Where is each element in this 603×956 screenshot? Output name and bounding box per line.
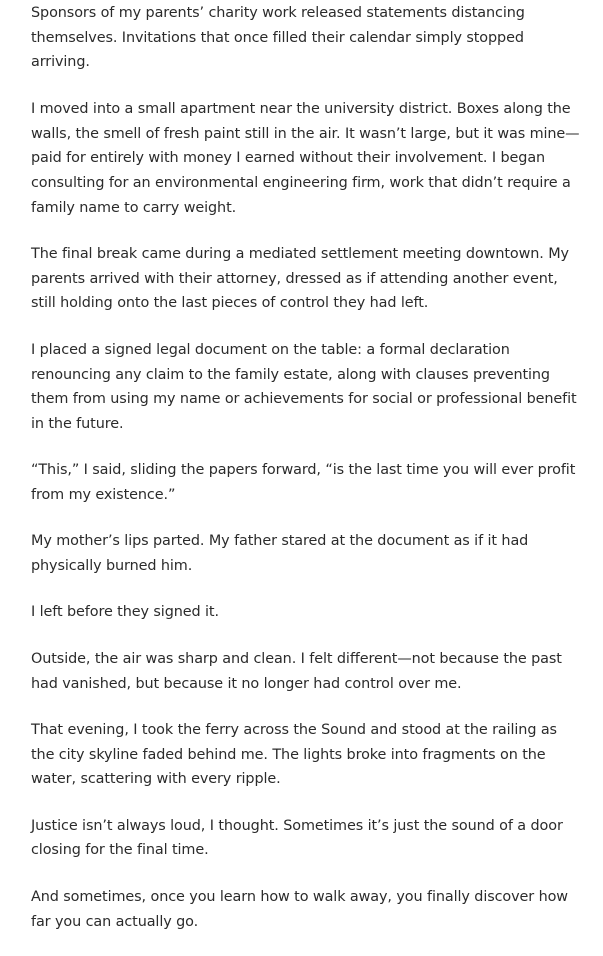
paragraph-legal-document: I placed a signed legal document on the table: a formal declaration renouncing any claim to the family estate, along with clauses preventing them from using my name or achievements for social or professional benefit in the future. [31, 341, 577, 432]
paragraph-apartment: I moved into a small apartment near the university district. Boxes along the walls, the smell of fresh paint still in the air. It wasn’t large, but it was mine—paid for entirely with money I earned without their involvement. I began consulting for an environmental engineering firm, work that didn’t require a family name to carry weight. [31, 100, 580, 216]
paragraph-parents-reaction: My mother’s lips parted. My father stared at the document as if it had physically burned him. [31, 533, 529, 575]
paragraph-sponsors: Sponsors of my parents’ charity work released statements distancing themselves. Invitations that once filled their calendar simply stopped arriving. [31, 5, 525, 71]
paragraph-left: I left before they signed it. [31, 604, 219, 621]
paragraph-walk-away: And sometimes, once you learn how to walk away, you finally discover how far you can actually go. [31, 888, 568, 930]
article-body [31, 0, 583, 956]
paragraph-outside: Outside, the air was sharp and clean. I felt different—not because the past had vanished, but because it no longer had control over me. [31, 650, 562, 692]
paragraph-justice: Justice isn’t always loud, I thought. Sometimes it’s just the sound of a door closing for the final time. [31, 817, 563, 859]
paragraph-final-break: The final break came during a mediated settlement meeting downtown. My parents arrived with their attorney, dressed as if attending another event, still holding onto the last pieces of control they had left. [31, 246, 569, 312]
paragraph-ferry: That evening, I took the ferry across the Sound and stood at the railing as the city skyline faded behind me. The lights broke into fragments on the water, scattering with every ripple. [31, 721, 557, 788]
paragraph-quote: “This,” I said, sliding the papers forward, “is the last time you will ever profit from my existence.” [31, 462, 576, 503]
